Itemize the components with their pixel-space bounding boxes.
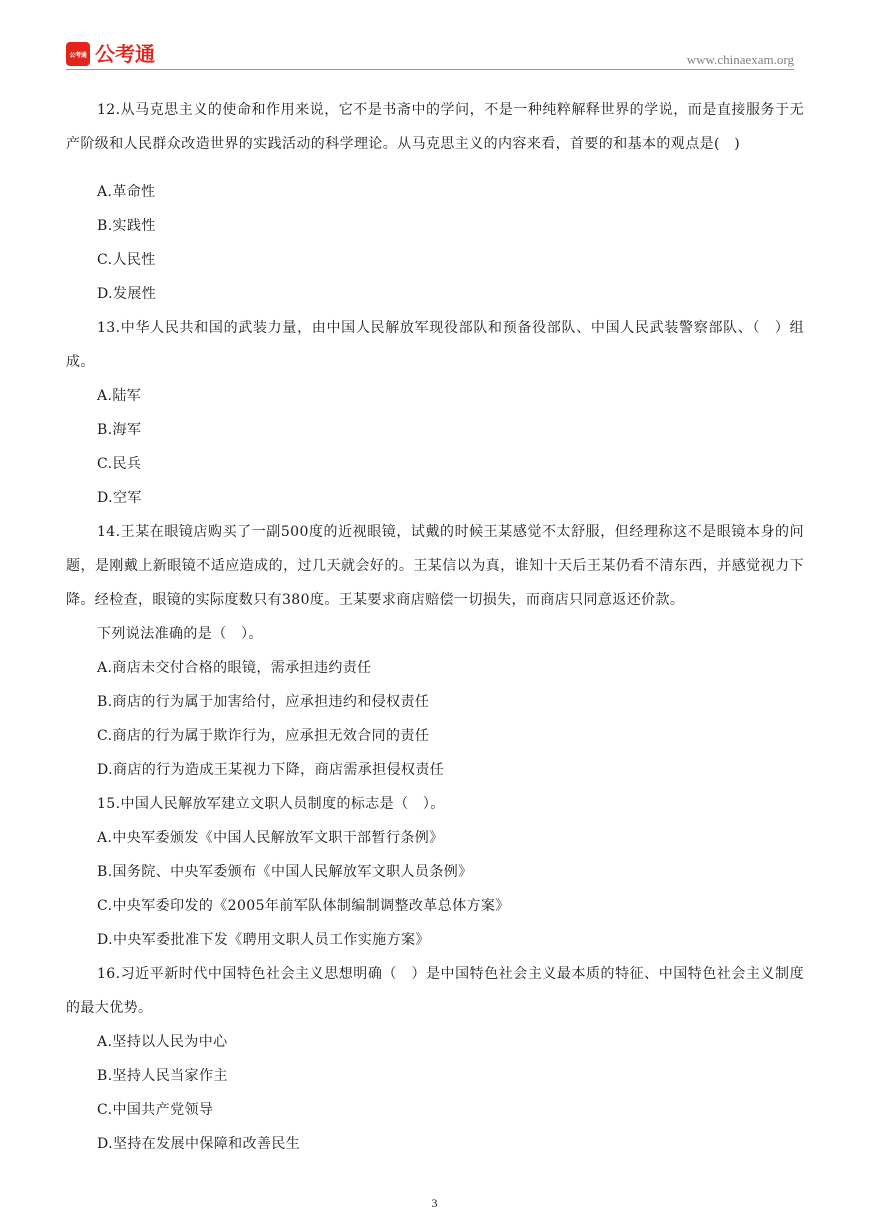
question-15 [66,787,804,957]
option-b: B.商店的行为属于加害给付，应承担违约和侵权责任 [97,694,430,710]
option-c: C.人民性 [97,252,156,268]
question-stem: 16.习近平新时代中国特色社会主义思想明确（ ）是中国特色社会主义最本质的特征、中国特色社会主义制度的最大优势。 [66,966,804,1016]
option-a: A.陆军 [97,388,142,404]
header-divider [66,69,794,70]
option-c: C.商店的行为属于欺诈行为，应承担无效合同的责任 [97,728,430,744]
logo-icon: 公考通 [66,42,90,66]
question-stem: 13.中华人民共和国的武装力量，由中国人民解放军现役部队和预备役部队、中国人民武装警察部队、（ ）组成。 [66,320,804,370]
question-16 [66,957,804,1161]
option-a: A.商店未交付合格的眼镜，需承担违约责任 [97,660,372,676]
option-a: A.革命性 [97,184,156,200]
question-stem: 12.从马克思主义的使命和作用来说，它不是书斋中的学问，不是一种纯粹解释世界的学说，而是直接服务于无产阶级和人民群众改造世界的实践活动的科学理论。从马克思主义的内容来看，首要的和基本的观点是( ) [66,102,804,152]
option-c: C.中国共产党领导 [97,1102,214,1118]
page-header [66,40,794,70]
question-14 [66,515,804,787]
question-12 [66,93,804,311]
option-c: C.中央军委印发的《2005年前军队体制编制调整改革总体方案》 [97,898,510,914]
option-c: C.民兵 [97,456,142,472]
option-d: D.中央军委批准下发《聘用文职人员工作实施方案》 [97,932,430,948]
option-b: B.实践性 [97,218,156,234]
question-stem: 15.中国人民解放军建立文职人员制度的标志是（ ）。 [97,796,445,812]
option-b: B.坚持人民当家作主 [97,1068,228,1084]
site-url: www.chinaexam.org [686,52,794,67]
question-list [66,93,804,1161]
question-13 [66,311,804,515]
option-d: D.发展性 [97,286,157,302]
option-b: B.国务院、中央军委颁布《中国人民解放军文职人员条例》 [97,864,473,880]
page-number: 3 [431,1196,438,1210]
option-a: A.坚持以人民为中心 [97,1034,228,1050]
option-a: A.中央军委颁发《中国人民解放军文职干部暂行条例》 [97,830,444,846]
option-d: D.坚持在发展中保障和改善民生 [97,1136,301,1152]
option-d: D.空军 [97,490,142,506]
question-stem: 14.王某在眼镜店购买了一副500度的近视眼镜，试戴的时候王某感觉不太舒服，但经理称这不是眼镜本身的问题，是刚戴上新眼镜不适应造成的，过几天就会好的。王某信以为真，谁知十天后王某仍看不清东西，并感觉视力下降。经检查，眼镜的实际度数只有380度。王某要求商店赔偿一切损失，而商店只同意返还价款。 [66,524,804,608]
question-stem-continuation: 下列说法准确的是（ ）。 [97,626,263,642]
option-d: D.商店的行为造成王某视力下降，商店需承担侵权责任 [97,762,445,778]
option-b: B.海军 [97,422,142,438]
logo-text: 公考通 [95,42,155,66]
